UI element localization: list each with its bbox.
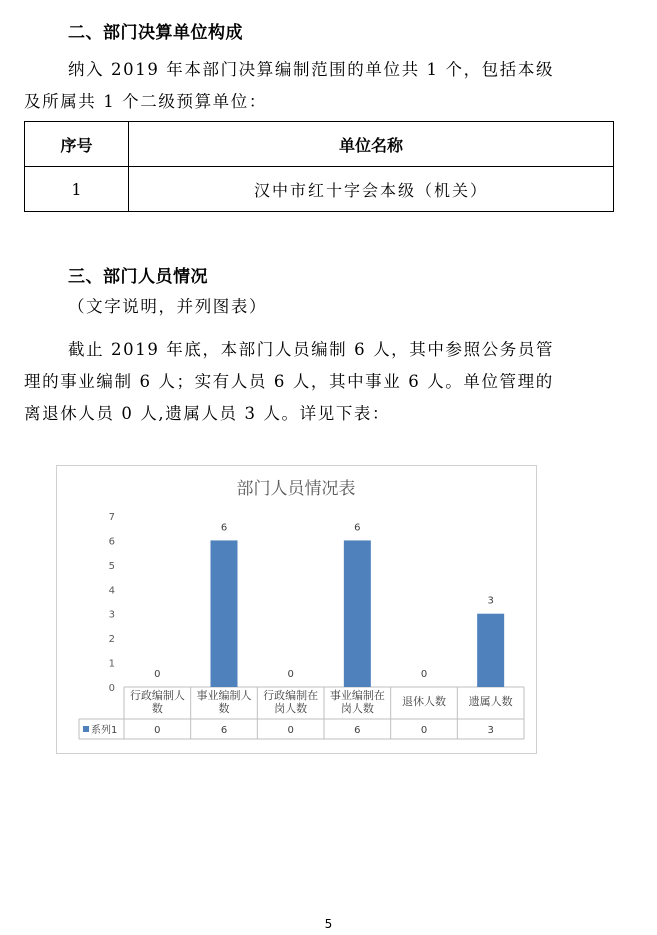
- section3-note: （文字说明，并列图表）: [68, 297, 268, 316]
- section3-heading: 三、部门人员情况: [68, 267, 208, 287]
- section2-heading: 二、部门决算单位构成: [68, 23, 243, 43]
- data-table-value: 0: [287, 725, 294, 736]
- bar: [211, 540, 238, 687]
- bar: [344, 540, 371, 687]
- staff-chart: [56, 465, 537, 754]
- units-cell-name: 汉中市红十字会本级（机关）: [129, 167, 614, 212]
- staff-chart-svg: [57, 466, 536, 753]
- y-tick-label: 7: [108, 512, 115, 523]
- section3-line1: 截止 2019 年底，本部门人员编制 6 人，其中参照公务员管: [68, 340, 555, 359]
- data-label: 0: [287, 669, 294, 680]
- section2-line1: 纳入 2019 年本部门决算编制范围的单位共 1 个，包括本级: [68, 60, 555, 79]
- legend-key: [83, 726, 89, 732]
- chart-title: 部门人员情况表: [236, 479, 356, 499]
- data-table-value: 3: [487, 725, 494, 736]
- legend-series-name: 系列1: [91, 725, 118, 736]
- section3-paragraph: [24, 334, 616, 430]
- bar: [477, 614, 504, 687]
- category-label: 事业编制人: [196, 689, 252, 702]
- data-label: 6: [220, 522, 228, 534]
- category-label: 遗属人数: [468, 695, 513, 708]
- section2-line2: 及所属共 1 个二级预算单位：: [24, 92, 267, 111]
- section3-note-paragraph: [24, 291, 616, 323]
- category-label: 行政编制人: [129, 689, 185, 702]
- units-col-number: 序号: [25, 122, 129, 167]
- data-table-value: 6: [220, 725, 228, 736]
- category-label: 岗人数: [274, 702, 308, 715]
- category-label: 事业编制在: [329, 689, 385, 702]
- data-label: 0: [154, 669, 161, 680]
- category-label: 退休人数: [402, 695, 446, 708]
- y-tick-label: 6: [108, 536, 115, 548]
- page-number: 5: [324, 917, 333, 931]
- y-tick-label: 0: [108, 683, 115, 694]
- units-cell-number: 1: [25, 167, 129, 212]
- data-label: 3: [487, 595, 494, 607]
- y-tick-label: 5: [108, 560, 115, 572]
- units-table: [24, 121, 614, 212]
- y-tick-label: 3: [108, 609, 115, 621]
- y-tick-label: 4: [108, 585, 115, 597]
- data-table-value: 0: [420, 725, 428, 736]
- units-table-header-row: [25, 122, 614, 167]
- category-label: 数: [151, 702, 163, 715]
- category-label: 数: [218, 702, 230, 715]
- data-label: 0: [420, 669, 428, 680]
- units-col-name: 单位名称: [129, 122, 614, 167]
- data-table-value: 0: [154, 725, 161, 736]
- y-tick-label: 2: [108, 634, 115, 646]
- category-label: 岗人数: [340, 702, 374, 715]
- section2-paragraph: [24, 54, 616, 118]
- y-tick-label: 1: [108, 658, 115, 670]
- data-table-value: 6: [354, 725, 361, 736]
- data-label: 6: [354, 522, 361, 534]
- table-row: [25, 167, 614, 212]
- category-label: 行政编制在: [263, 689, 319, 702]
- section3-line3: 离退休人员 0 人,遗属人员 3 人。详见下表：: [24, 404, 391, 423]
- section3-line2: 理的事业编制 6 人；实有人员 6 人，其中事业 6 人。单位管理的: [24, 372, 554, 391]
